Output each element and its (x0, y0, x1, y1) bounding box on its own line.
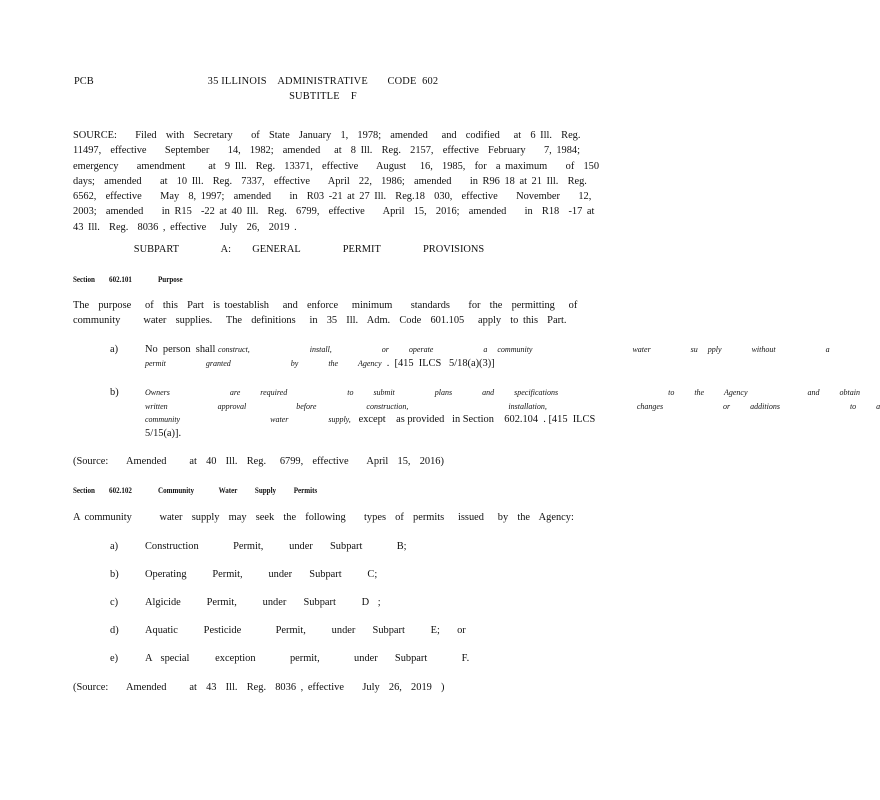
item-b-label: b) (110, 387, 119, 398)
section-101-source-note: (Source: Amended at 40 Ill. Reg. 6799, effective April 15, 2016) (73, 456, 444, 467)
source-line: 2003; amended in R15 -22 at 40 Ill. Reg. 6799, effective April 15, 2016; amended in R18 -17 at (73, 206, 595, 218)
permit-item-text: Construction Permit, under Subpart B; (145, 541, 407, 552)
item-a-label: a) (110, 344, 119, 355)
permit-item-label: e) (110, 653, 119, 664)
section-101-number: Section 602.101 (73, 275, 132, 284)
item-a-plain: No person shall (145, 344, 216, 355)
header-left-code: PCB (74, 76, 94, 87)
source-line: 43 Ill. Reg. 8036 , effective July 26, 2019 . (73, 221, 297, 233)
permit-item-label: d) (110, 625, 119, 636)
source-line: 11497, effective September 14, 1982; amended at 8 Ill. Reg. 2157, effective February 7, 1984; (73, 145, 581, 157)
section-102-number: Section 602.102 (73, 486, 132, 495)
permit-item-label: a) (110, 541, 119, 552)
permit-item-text: Aquatic Pesticide Permit, under Subpart E; or (145, 625, 466, 636)
item-a-line2 (145, 356, 495, 371)
item-a-italic-2: permit granted by the Agency (145, 359, 382, 368)
subpart-title: SUBPART A: GENERAL PERMIT PROVISIONS (133, 244, 485, 255)
section-102-title: Community Water Supply Permits (158, 486, 318, 495)
source-line: days; amended at 10 Ill. Reg. 7337, effective April 22, 1986; amended in R96 18 at 21 Ill. Reg. (73, 175, 587, 187)
section-101-para-line1: The purpose of this Part is toestablish and enforce minimum standards for the permitting of (73, 300, 578, 311)
item-b-line3 (145, 412, 595, 427)
permit-item-text: A special exception permit, under Subpart F. (145, 653, 470, 664)
section-101-title: Purpose (158, 275, 183, 284)
source-line: emergency amendment at 9 Ill. Reg. 13371, effective August 16, 1985, for a maximum of 150 (73, 160, 600, 172)
permit-item-text: Algicide Permit, under Subpart D ; (145, 597, 381, 608)
item-b-line1 (145, 385, 860, 400)
permit-item-text: Operating Permit, under Subpart C; (145, 569, 378, 580)
item-a-italic: construct, install, or operate a community water su pply without a (218, 345, 830, 354)
source-line: 6562, effective May 8, 1997; amended in R03 -21 at 27 Ill. Reg.18 030, effective November 12, (73, 191, 592, 203)
permit-item-label: b) (110, 569, 119, 580)
section-101-para-line2: community water supplies. The definitions in 35 Ill. Adm. Code 601.105 apply to this Part. (73, 315, 567, 326)
header-subtitle: SUBTITLE F (289, 91, 357, 103)
item-a-line1 (145, 342, 830, 357)
header-title: 35 ILLINOIS ADMINISTRATIVE CODE 602 (207, 76, 439, 87)
item-b-italic-2: written approval before construction, installation, changes or additions to a (145, 402, 880, 411)
item-a-citation: . [415 ILCS 5/18(a)(3)] (384, 358, 495, 369)
item-b-italic-1: Owners are required to submit plans and specifications to the Agency and obtain (145, 388, 860, 397)
item-b-italic-3: community water supply, (145, 415, 351, 424)
item-b-plain-3: except as provided in Section 602.104 . [415 ILCS (353, 414, 596, 425)
section-102-intro: A community water supply may seek the following types of permits issued by the Agency: (73, 512, 574, 523)
section-102-source-note: (Source: Amended at 43 Ill. Reg. 8036 , effective July 26, 2019 ) (73, 682, 445, 693)
header-center (0, 74, 618, 105)
permit-item-label: c) (110, 597, 119, 608)
item-b-line4: 5/15(a)]. (145, 428, 182, 439)
source-line: SOURCE: Filed with Secretary of State January 1, 1978; amended and codified at 6 Ill. Reg. (73, 130, 581, 141)
source-paragraph (73, 128, 600, 235)
